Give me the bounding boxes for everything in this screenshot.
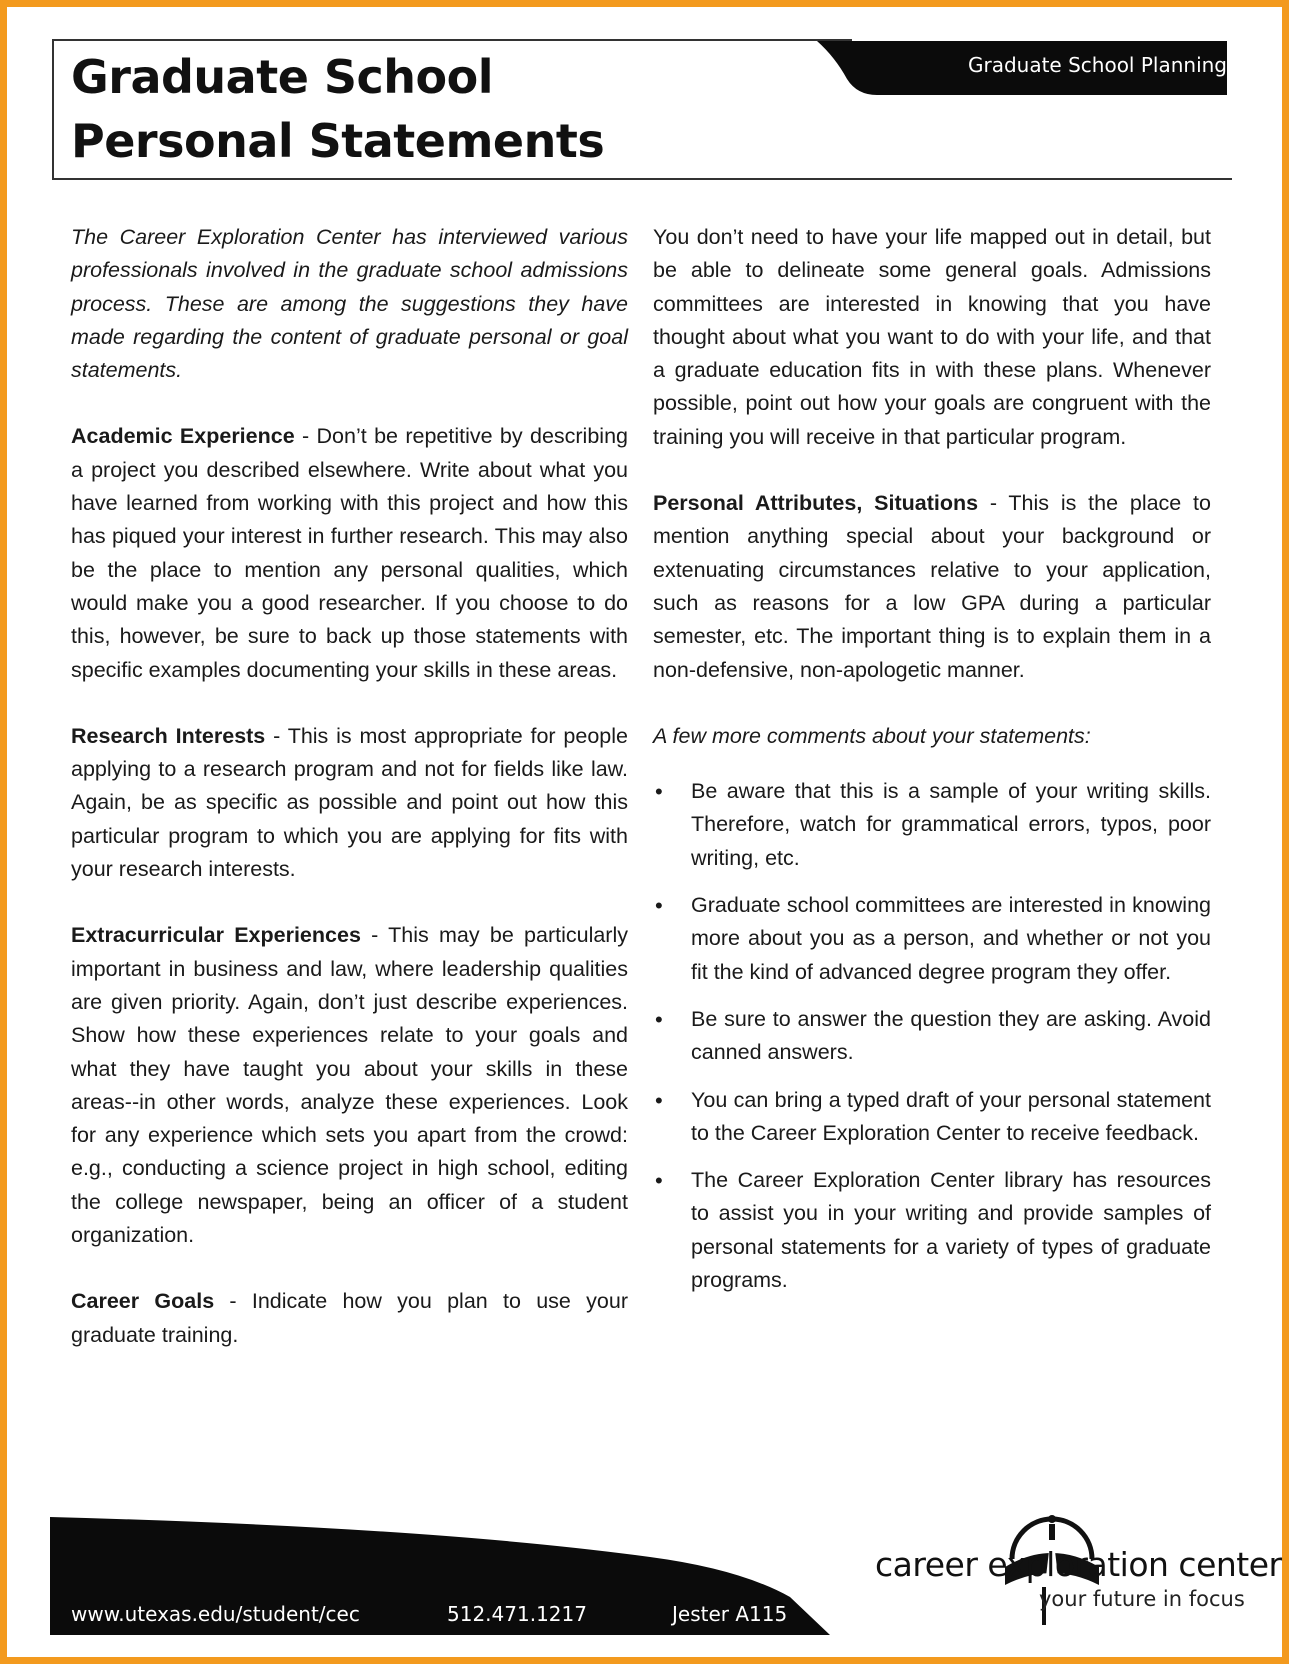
section-text: - This may be particularly important in business and law, where leadership qualities are given priority. Again, don’t just describe experiences. Show how these experiences relate to your goals and what they have taught you about your skills in these areas--in other words, analyze these experiences. Look for any experience which sets you apart from the crowd: e.g., conducting a science project in high school, editing the college newspaper, being an officer of a student organization. (71, 923, 628, 1248)
section-heading: Extracurricular Experiences (71, 923, 361, 948)
comments-lead: A few more comments about your statements: (653, 723, 1091, 748)
logo-tagline: your future in focus (1039, 1587, 1245, 1611)
section-heading: Research Interests (71, 723, 266, 748)
section-text: - Indicate how you plan to use your graduate training. (71, 1289, 628, 1347)
footer-url: www.utexas.edu/student/cec (71, 1602, 360, 1626)
section-heading: Career Goals (71, 1289, 215, 1314)
section-extracurricular-experiences (71, 919, 628, 1252)
list-item (653, 1003, 1211, 1070)
goals-paragraph: You don’t need to have your life mapped out in detail, but be able to delineate some general goals. Admissions committees are interested in knowing that you have thought about what you want to do with your life, and that a graduate education fits in with these plans. Whenever possible, point out how your goals are congruent with the training you will receive in that particular program. (653, 225, 1211, 449)
comments-list (653, 775, 1211, 1297)
list-item (653, 1164, 1211, 1297)
section-research-interests (71, 720, 628, 886)
bullet-icon: • (655, 779, 663, 805)
footer-phone: 512.471.1217 (447, 1602, 587, 1626)
footer-location: Jester A115 (672, 1602, 788, 1626)
bullet-icon: • (655, 893, 663, 919)
section-text: - This is the place to mention anything special about your background or extenuating circumstances relative to your application, such as reasons for a low GPA during a particular semester, etc. The important thing is to explain them in a non-defensive, non-apologetic manner. (653, 491, 1211, 682)
list-item-text: The Career Exploration Center library has resources to assist you in your writing and provide samples of personal statements for a variety of types of graduate programs. (691, 1168, 1211, 1293)
list-item-text: Be sure to answer the question they are asking. Avoid canned answers. (691, 1006, 1211, 1065)
right-column (653, 221, 1211, 1311)
bullet-icon: • (655, 1087, 663, 1113)
section-heading: Personal Attributes, Situations (653, 491, 979, 516)
section-text: - Don’t be repetitive by describing a project you described elsewhere. Write about what you have learned from working with this project and how this has piqued your interest in further research. This may also be the place to mention any personal qualities, which would make you a good researcher. If you choose to do this, however, be sure to back up those statements with specific examples documenting your skills in these areas. (71, 424, 628, 682)
list-item (653, 1084, 1211, 1151)
list-item-text: Graduate school committees are interested in knowing more about you as a person, and whether or not you fit the kind of advanced degree program they offer. (691, 893, 1211, 984)
title-line-2: Personal Statements (71, 114, 605, 168)
section-personal-attributes (653, 487, 1211, 687)
page-title (71, 45, 604, 173)
section-text: - This is most appropriate for people applying to a research program and not for fields like law. Again, be as specific as possible and point out how this particular program to which you are applying for fits with your research interests. (71, 723, 628, 882)
list-item (653, 889, 1211, 989)
left-column (71, 221, 628, 1385)
section-academic-experience (71, 420, 628, 686)
section-heading: Academic Experience (71, 424, 295, 449)
logo-name: career exploration center (875, 1545, 1282, 1584)
list-item (653, 775, 1211, 875)
list-item-text: Be aware that this is a sample of your writing skills. Therefore, watch for grammatical errors, typos, poor writing, etc. (691, 779, 1211, 870)
bullet-icon: • (655, 1168, 663, 1194)
section-career-goals (71, 1285, 628, 1352)
title-line-1: Graduate School (71, 50, 494, 104)
header-banner-label: Graduate School Planning (967, 53, 1227, 77)
intro-paragraph: The Career Exploration Center has interviewed various professionals involved in the graduate school admissions process. These are among the suggestions they have made regarding the content of graduate personal or goal statements. (71, 225, 628, 383)
bullet-icon: • (655, 1006, 663, 1032)
list-item-text: You can bring a typed draft of your personal statement to the Career Exploration Center to receive feedback. (691, 1087, 1211, 1145)
